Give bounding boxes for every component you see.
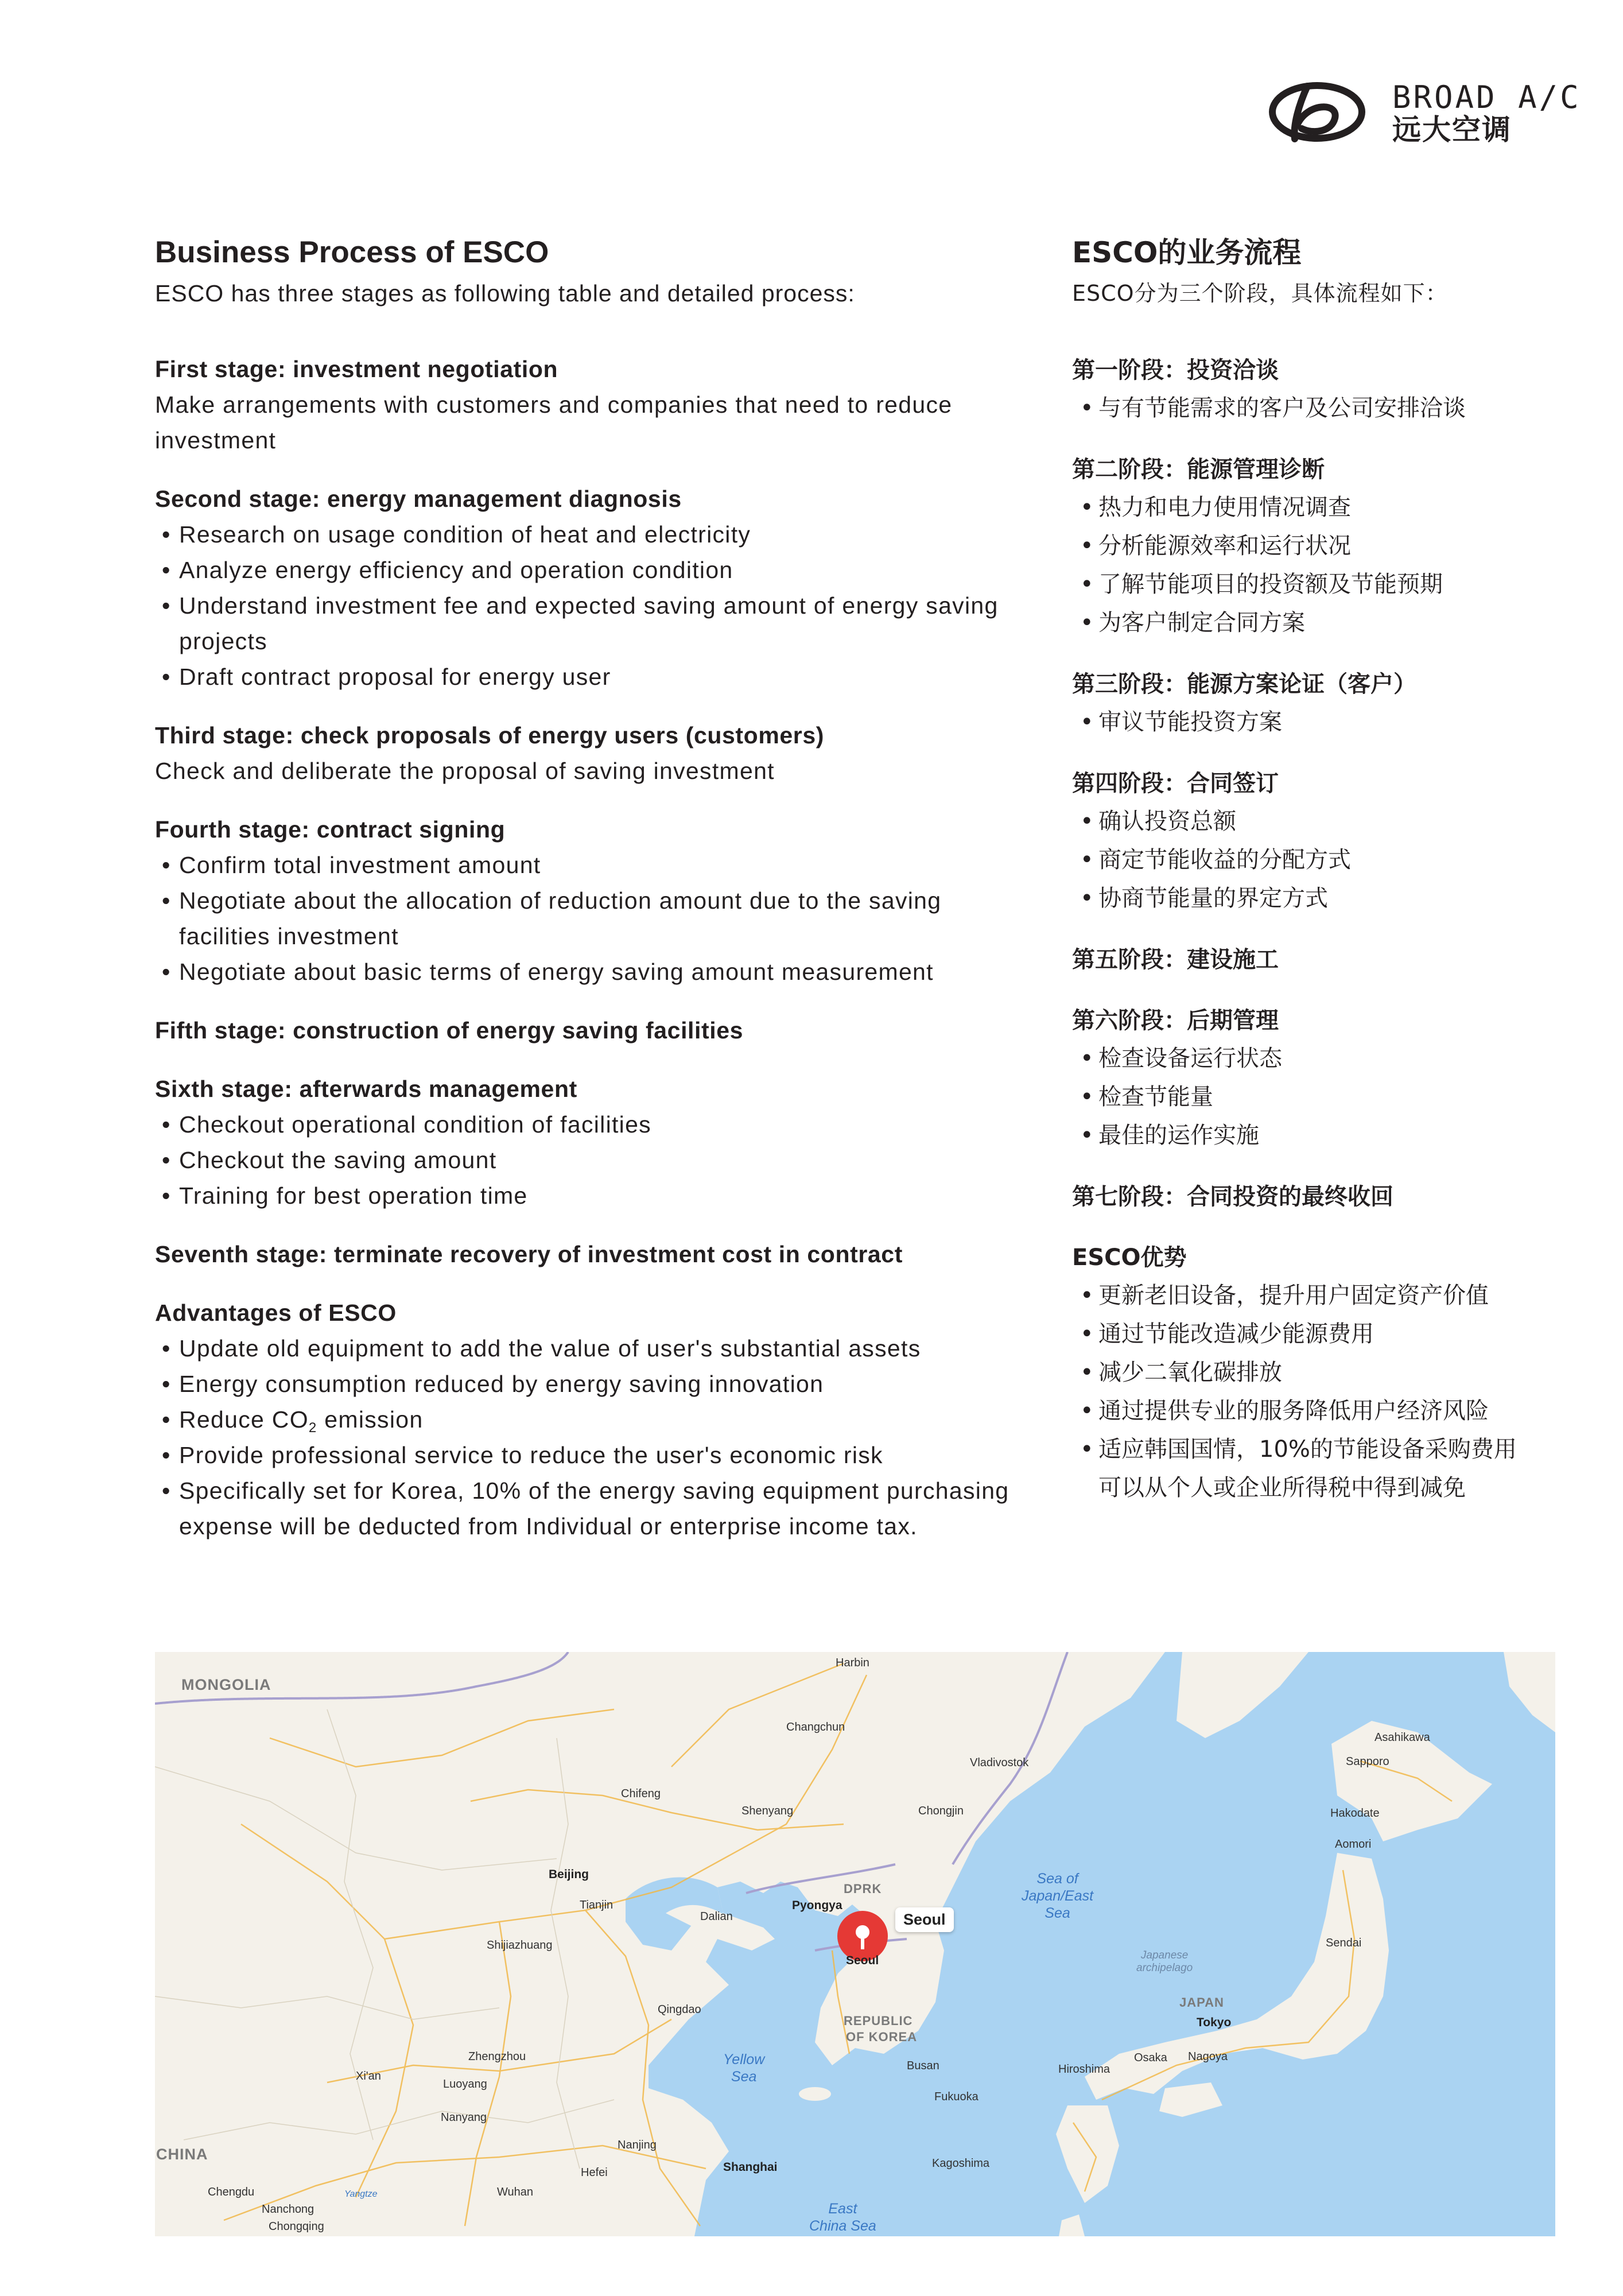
list-item: • Confirm total investment amount <box>155 847 1033 883</box>
stage-4-zh <box>1072 765 1531 918</box>
list-item: • 审议节能投资方案 <box>1072 703 1531 742</box>
seoul-pin-label[interactable]: Seoul <box>895 1907 954 1932</box>
stage-title: Sixth stage: afterwards management <box>155 1076 577 1102</box>
city-label: Qingdao <box>658 2003 701 2016</box>
city-label: Osaka <box>1134 2051 1167 2064</box>
broad-logo <box>1267 75 1581 149</box>
country-label: CHINA <box>156 2146 208 2163</box>
country-label: DPRK <box>844 1882 882 1896</box>
city-label: Fukuoka <box>934 2091 979 2103</box>
stage-7-zh <box>1072 1178 1531 1216</box>
list-item: • Negotiate about the allocation of reduction amount due to the saving facilities investment <box>155 883 1033 954</box>
stage-title: Third stage: check proposals of energy users (customers) <box>155 722 824 748</box>
country-label: MONGOLIA <box>181 1676 271 1693</box>
intro-en: ESCO has three stages as following table and detailed process: <box>155 280 855 307</box>
stage-title: 第一阶段：投资洽谈 <box>1072 357 1279 383</box>
stage-title: 第六阶段：后期管理 <box>1072 1007 1279 1034</box>
list-item: • 协商节能量的界定方式 <box>1072 879 1531 918</box>
stage-title: ESCO优势 <box>1072 1244 1187 1271</box>
list-item: • 通过提供专业的服务降低用户经济风险 <box>1072 1392 1531 1430</box>
stage-1-en <box>155 351 1033 458</box>
city-label: Kagoshima <box>932 2157 990 2170</box>
list-item: • 热力和电力使用情况调查 <box>1072 488 1531 527</box>
city-label: Busan <box>907 2060 939 2072</box>
co2-subscript: 2 <box>308 1420 317 1436</box>
list-item: • Checkout the saving amount <box>155 1142 1033 1178</box>
stage-4-en <box>155 812 1033 990</box>
city-label: Chongjin <box>918 1805 964 1817</box>
city-label: Sendai <box>1326 1937 1362 1949</box>
stage-title: 第五阶段：建设施工 <box>1072 947 1279 973</box>
stage-desc: Check and deliberate the proposal of saving investment <box>155 758 775 784</box>
city-label: Tianjin <box>580 1899 614 1911</box>
city-label: Chifeng <box>621 1787 661 1800</box>
chinese-column <box>1072 230 1531 1530</box>
stage-3-zh <box>1072 665 1531 742</box>
list-item: • 确认投资总额 <box>1072 802 1531 841</box>
city-label: Nanjing <box>618 2139 657 2151</box>
country-label: REPUBLIC <box>844 2014 913 2028</box>
list-item: • Training for best operation time <box>155 1178 1033 1213</box>
list-item: • Understand investment fee and expected saving amount of energy saving projects <box>155 588 1033 659</box>
list-item: • 检查设备运行状态 <box>1072 1040 1531 1078</box>
sea-label: Yellow Sea <box>723 2051 765 2085</box>
city-label: Wuhan <box>497 2186 534 2198</box>
stage-1-zh <box>1072 351 1531 428</box>
city-label: Tokyo <box>1197 2016 1232 2029</box>
stage-2-en <box>155 481 1033 695</box>
city-label: Changchun <box>786 1721 845 1733</box>
stage-title: 第二阶段：能源管理诊断 <box>1072 456 1325 483</box>
co2-suffix: emission <box>317 1406 424 1433</box>
archipelago-label: Japanese archipelago <box>1136 1949 1193 1974</box>
advantages-en <box>155 1295 1033 1544</box>
english-column <box>155 230 1033 1567</box>
city-label: Nagoya <box>1188 2050 1228 2063</box>
stage-title: 第四阶段：合同签订 <box>1072 770 1279 797</box>
location-map[interactable] <box>155 1652 1555 2236</box>
list-item: • Checkout operational condition of facilities <box>155 1107 1033 1142</box>
list-item: • Update old equipment to add the value of user's substantial assets <box>155 1331 1033 1366</box>
list-item: • Provide professional service to reduce the user's economic risk <box>155 1437 1033 1473</box>
stage-title: Fifth stage: construction of energy saving facilities <box>155 1017 744 1044</box>
stage-6-zh <box>1072 1002 1531 1155</box>
river-label: Yangtze <box>344 2189 378 2199</box>
city-label: Zhengzhou <box>468 2050 526 2063</box>
city-label: Hiroshima <box>1058 2063 1111 2076</box>
city-label: Asahikawa <box>1374 1731 1430 1744</box>
city-label: Sapporo <box>1346 1755 1389 1768</box>
city-label: Chengdu <box>208 2186 255 2198</box>
stage-3-en <box>155 718 1033 789</box>
city-label: Beijing <box>549 1868 589 1881</box>
stage-7-en <box>155 1236 1033 1272</box>
city-label: Shijiazhuang <box>487 1939 553 1952</box>
list-item: • 减少二氧化碳排放 <box>1072 1353 1531 1392</box>
stage-2-zh <box>1072 451 1531 642</box>
list-item: • 最佳的运作实施 <box>1072 1116 1531 1155</box>
brand-name-zh: 远大空调 <box>1392 113 1512 146</box>
stage-title: Fourth stage: contract signing <box>155 816 506 843</box>
city-label: Dalian <box>700 1910 733 1923</box>
city-label: Pyongya <box>792 1899 842 1912</box>
advantages-zh <box>1072 1239 1531 1507</box>
city-label: Hakodate <box>1330 1807 1380 1820</box>
broad-logo-icon <box>1267 79 1368 145</box>
stage-5-en <box>155 1013 1033 1048</box>
stage-title: 第三阶段：能源方案论证（客户） <box>1072 671 1416 697</box>
stage-title: First stage: investment negotiation <box>155 356 558 382</box>
list-item: • Specifically set for Korea, 10% of the energy saving equipment purchasing expense will be deducted from Individual or enterprise income tax. <box>155 1473 1033 1544</box>
page-title-zh: ESCO的业务流程 <box>1072 236 1302 269</box>
city-label: Aomori <box>1335 1838 1372 1851</box>
list-item: • 通过节能改造减少能源费用 <box>1072 1315 1531 1353</box>
list-item: • Draft contract proposal for energy user <box>155 659 1033 695</box>
list-item: • 与有节能需求的客户及公司安排洽谈 <box>1072 389 1531 428</box>
list-item: • Negotiate about basic terms of energy saving amount measurement <box>155 954 1033 990</box>
stage-6-en <box>155 1071 1033 1213</box>
list-item: • 检查节能量 <box>1072 1078 1531 1116</box>
stage-title: Seventh stage: terminate recovery of investment cost in contract <box>155 1241 903 1267</box>
list-item: • Research on usage condition of heat and electricity <box>155 517 1033 552</box>
city-label: Shenyang <box>741 1805 794 1817</box>
city-label: Hefei <box>581 2166 608 2179</box>
stage-5-zh <box>1072 941 1531 979</box>
list-item: • 更新老旧设备，提升用户固定资产价值 <box>1072 1277 1531 1315</box>
list-item: • Analyze energy efficiency and operation condition <box>155 552 1033 588</box>
co2-prefix: Reduce CO <box>179 1406 309 1433</box>
city-label: Nanyang <box>441 2111 487 2124</box>
stage-title: Advantages of ESCO <box>155 1300 397 1326</box>
stage-title: 第七阶段：合同投资的最终收回 <box>1072 1184 1393 1210</box>
stage-desc: Make arrangements with customers and companies that need to reduce investment <box>155 391 953 453</box>
city-label: Vladivostok <box>970 1756 1029 1769</box>
list-item: • 分析能源效率和运行状况 <box>1072 527 1531 565</box>
sea-label: East China Sea <box>809 2201 876 2234</box>
stage-title: Second stage: energy management diagnosis <box>155 486 682 512</box>
intro-zh: ESCO分为三个阶段，具体流程如下： <box>1072 281 1448 306</box>
list-item: • 为客户制定合同方案 <box>1072 604 1531 642</box>
sea-label: Sea of Japan/East Sea <box>1022 1871 1094 1921</box>
list-item: • Energy consumption reduced by energy saving innovation <box>155 1366 1033 1402</box>
city-label: Luoyang <box>443 2078 487 2091</box>
page-title-en: Business Process of ESCO <box>155 235 549 269</box>
list-item: • 商定节能收益的分配方式 <box>1072 841 1531 879</box>
country-label: OF KOREA <box>846 2030 918 2044</box>
city-label: Harbin <box>836 1657 869 1669</box>
city-label: Xi'an <box>356 2070 381 2082</box>
brand-name-en: BROAD A/C <box>1392 79 1581 115</box>
city-label: Shanghai <box>723 2161 778 2174</box>
list-item-co2 <box>155 1402 1033 1437</box>
city-label: Seoul <box>846 1954 879 1967</box>
list-item: • 了解节能项目的投资额及节能预期 <box>1072 565 1531 604</box>
list-item: • 适应韩国国情，10%的节能设备采购费用可以从个人或企业所得税中得到减免 <box>1072 1430 1531 1507</box>
city-label: Nanchong <box>262 2203 314 2216</box>
country-label: JAPAN <box>1179 1995 1224 2010</box>
city-label: Chongqing <box>269 2220 324 2233</box>
